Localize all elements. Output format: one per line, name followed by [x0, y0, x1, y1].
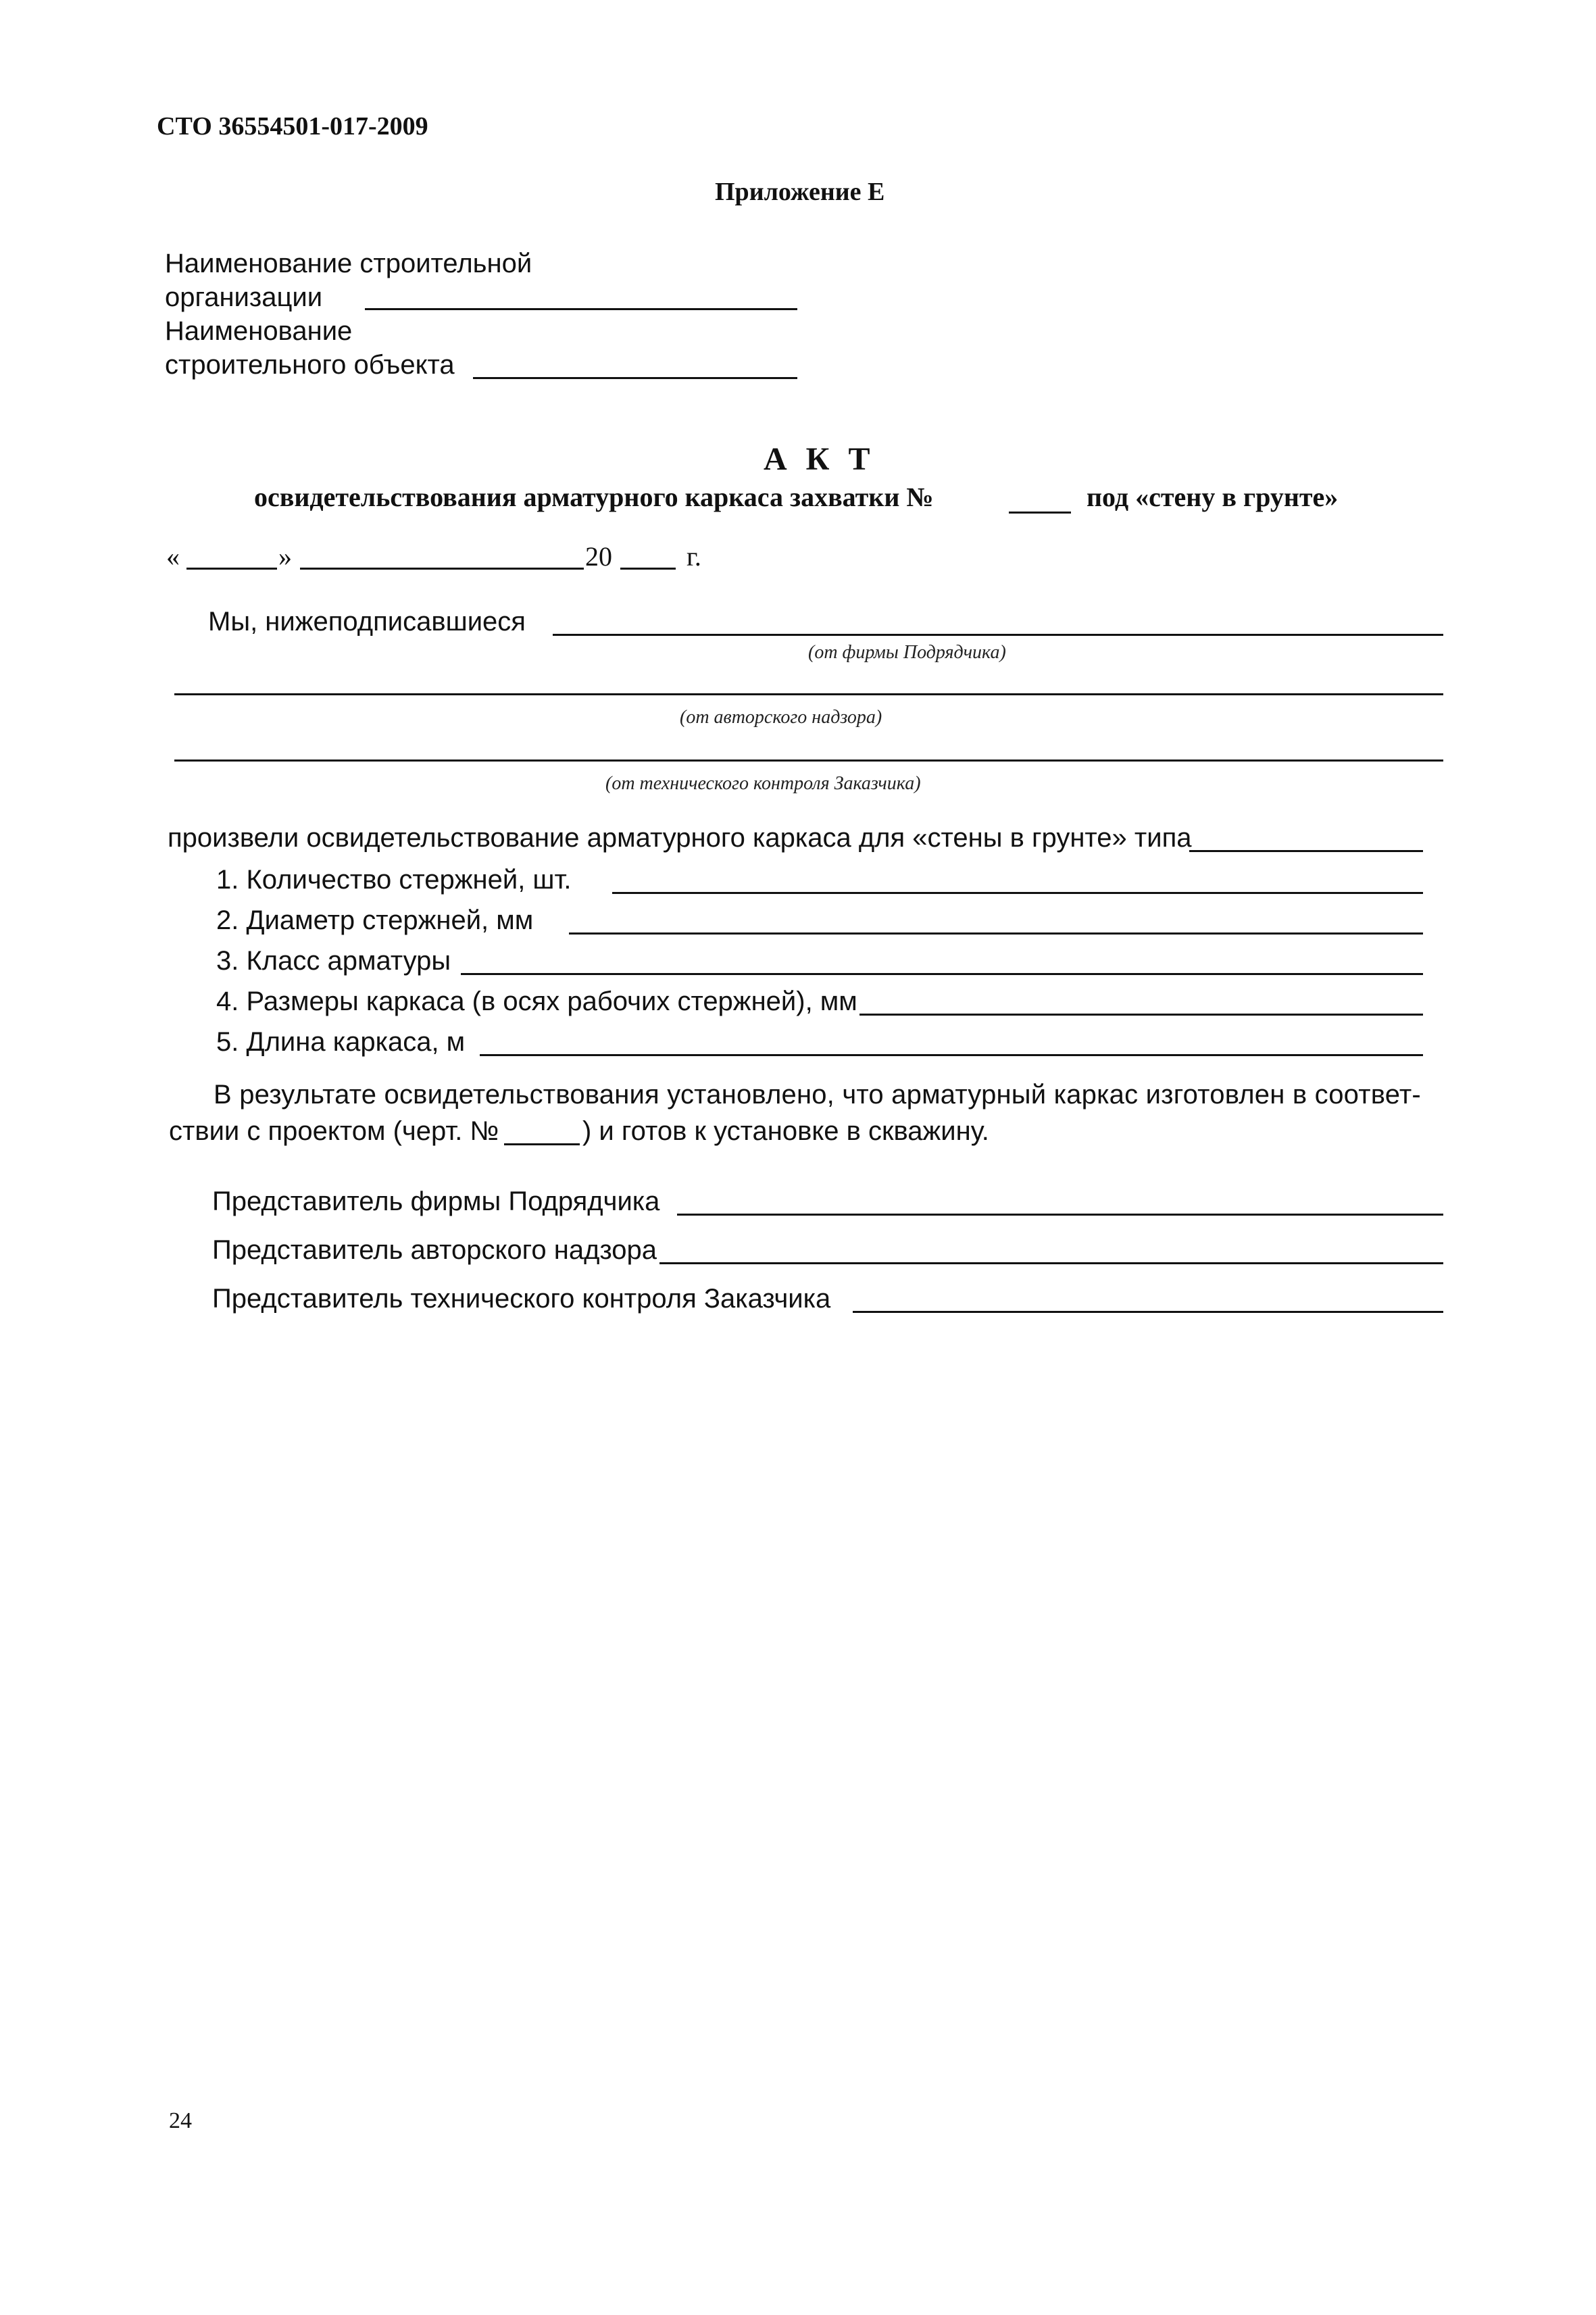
inspection-intro: произвели освидетельствование арматурного каркаса для «стены в грунте» типа: [168, 823, 1192, 853]
date-year-field[interactable]: [620, 568, 676, 570]
cage-dimensions-field[interactable]: [859, 1014, 1423, 1016]
page-number: 24: [169, 2108, 192, 2133]
date-open-quote: «: [166, 541, 180, 572]
item-cage-dimensions: 4. Размеры каркаса (в осях рабочих стержней), мм: [216, 987, 857, 1016]
date-month-field[interactable]: [300, 568, 584, 570]
result-line-2-end: ) и готов к установке в скважину.: [582, 1116, 989, 1146]
customer-control-caption: (от технического контроля Заказчика): [605, 773, 921, 794]
grip-number-field[interactable]: [1009, 512, 1071, 514]
bar-count-field[interactable]: [612, 892, 1423, 894]
date-day-field[interactable]: [186, 568, 277, 570]
date-close-quote: »: [278, 541, 292, 572]
undersigned-label: Мы, нижеподписавшиеся: [208, 607, 526, 637]
org-name-field[interactable]: [365, 308, 797, 310]
org-name-label: Наименование строительной: [165, 249, 532, 278]
item-bar-count: 1. Количество стержней, шт.: [216, 865, 572, 895]
bar-diameter-field[interactable]: [569, 932, 1423, 935]
cage-length-field[interactable]: [480, 1054, 1423, 1056]
item-rebar-class: 3. Класс арматуры: [216, 946, 451, 976]
customer-control-rep-field[interactable]: [174, 760, 1443, 762]
item-bar-diameter: 2. Диаметр стержней, мм: [216, 905, 534, 935]
org-label: организации: [165, 282, 323, 312]
result-line-2-start: ствии с проектом (черт. №: [169, 1116, 499, 1146]
contractor-caption: (от фирмы Подрядчика): [808, 642, 1006, 663]
object-name-field[interactable]: [473, 377, 797, 379]
object-name-label: Наименование: [165, 316, 353, 346]
signature-contractor-label: Представитель фирмы Подрядчика: [212, 1187, 660, 1216]
rebar-class-field[interactable]: [461, 973, 1423, 975]
signature-supervision-field[interactable]: [659, 1262, 1443, 1264]
signature-supervision-label: Представитель авторского надзора: [212, 1235, 657, 1265]
item-cage-length: 5. Длина каркаса, м: [216, 1027, 466, 1057]
signature-contractor-field[interactable]: [677, 1214, 1443, 1216]
date-year-prefix: 20: [585, 541, 612, 572]
result-line-1: В результате освидетельствования установлено, что арматурный каркас изготовлен в соответ-: [214, 1080, 1421, 1110]
act-title: А К Т: [764, 441, 876, 477]
drawing-number-field[interactable]: [504, 1143, 580, 1145]
object-label: строительного объекта: [165, 350, 455, 380]
act-subtitle-start: освидетельствования арматурного каркаса захватки №: [254, 482, 934, 512]
contractor-rep-field[interactable]: [553, 634, 1443, 636]
supervision-rep-field[interactable]: [174, 693, 1443, 695]
signature-customer-control-field[interactable]: [853, 1311, 1443, 1313]
act-subtitle-end: под «стену в грунте»: [1087, 482, 1339, 512]
supervision-caption: (от авторского надзора): [680, 707, 882, 728]
wall-type-field[interactable]: [1189, 850, 1423, 852]
appendix-title: Приложение Е: [715, 178, 885, 206]
document-code: СТО 36554501-017-2009: [157, 112, 428, 141]
date-year-suffix: г.: [687, 541, 701, 572]
signature-customer-control-label: Представитель технического контроля Заказчика: [212, 1284, 831, 1314]
